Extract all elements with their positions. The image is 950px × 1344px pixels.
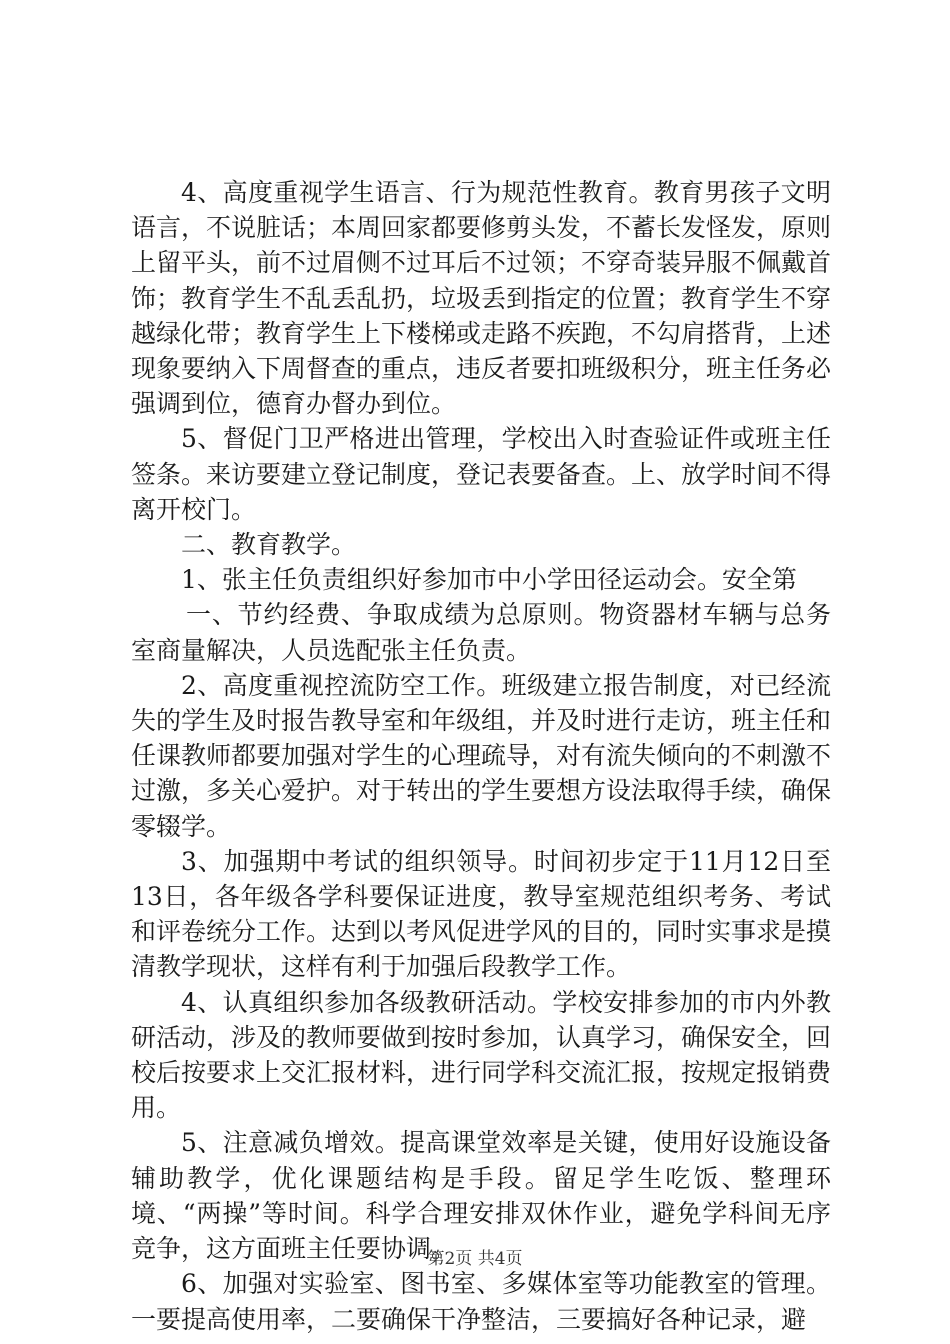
paragraph-reduce-burden: 5、注意减负增效。提高课堂效率是关键，使用好设施设备辅助教学，优化课题结构是手段。留足学生吃饭、整理环境、“两操”等时间。科学合理安排双休作业，避免学科间无序竞争，这方面班主任要协调。: [131, 1128, 831, 1264]
page-number-footer: 第2页 共4页: [427, 1249, 523, 1269]
paragraph-behavior-education: 4、高度重视学生语言、行为规范性教育。教育男孩子文明语言，不说脏话；本周回家都要修剪头发，不蓄长发怪发，原则上留平头，前不过眉侧不过耳后不过领；不穿奇装异服不佩戴首饰；教育学生不乱丢乱扔，垃圾丢到指定的位置；教育学生不穿越绿化带；教育学生上下楼梯或走路不疾跑，不勾肩搭背，上述现象要纳入下周督查的重点，违反者要扣班级积分，班主任务必强调到位，德育办督办到位。: [131, 178, 832, 419]
section-heading-teaching: 二、教育教学。: [181, 530, 357, 560]
paragraph-sports-meet-continued: 一、节约经费、争取成绩为总原则。物资器材车辆与总务室商量解决，人员选配张主任负责。: [131, 600, 831, 665]
paragraph-sports-meet: 1、张主任负责组织好参加市中小学田径运动会。安全第: [181, 565, 797, 595]
paragraph-teaching-research: 4、认真组织参加各级教研活动。学校安排参加的市内外教研活动，涉及的教师要做到按时参加，认真学习，确保安全，回校后按要求上交汇报材料，进行同学科交流汇报，按规定报销费用。: [131, 987, 832, 1123]
document-body: [131, 175, 831, 1337]
paragraph-midterm-exam: 3、加强期中考试的组织领导。时间初步定于11月12日至13日，各年级各学科要保证进度，教导室规范组织考务、考试和评卷统分工作。达到以考风促进学风的目的，同时实事求是摸清教学现状，这样有利于加强后段教学工作。: [131, 846, 832, 982]
paragraph-function-rooms: 6、加强对实验室、图书室、多媒体室等功能教室的管理。一要提高使用率，二要确保干净整洁，三要搞好各种记录，避: [131, 1269, 831, 1334]
paragraph-gate-management: 5、督促门卫严格进出管理，学校出入时查验证件或班主任签条。来访要建立登记制度，登记表要备查。上、放学时间不得离开校门。: [131, 424, 832, 524]
paragraph-dropout-control: 2、高度重视控流防空工作。班级建立报告制度，对已经流失的学生及时报告教导室和年级组，并及时进行走访，班主任和任课教师都要加强对学生的心理疏导，对有流失倾向的不刺激不过激，多关心爱护。对于转出的学生要想方设法取得手续，确保零辍学。: [131, 670, 832, 841]
